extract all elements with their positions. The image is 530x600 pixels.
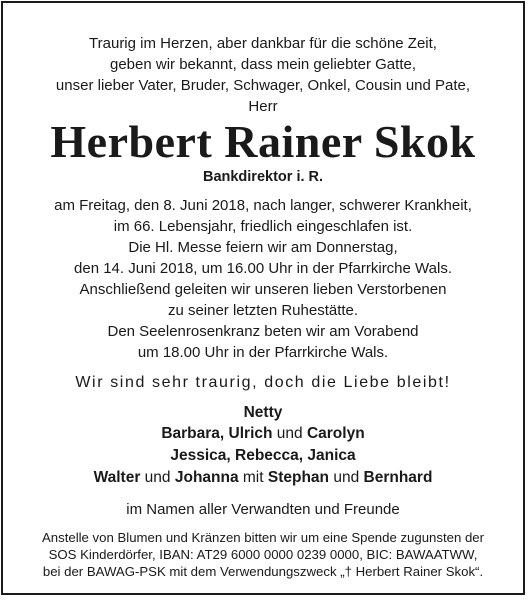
- service-line-3: Anschließend geleiten wir unseren lieben Verstorbenen: [79, 281, 447, 298]
- intro-line-3: unser lieber Vater, Bruder, Schwager, Onkel, Cousin und Pate,: [55, 77, 471, 94]
- family-name: Carolyn: [306, 425, 365, 442]
- family-name: Johanna: [174, 469, 239, 486]
- family-row-children: [3, 424, 523, 444]
- service-line-4: zu seiner letzten Ruhestätte.: [167, 302, 359, 319]
- family-name: Stephan: [267, 469, 330, 486]
- family-name: Barbara: [161, 425, 220, 442]
- service-line-2: den 14. Juni 2018, um 16.00 Uhr in der Pfarrkirche Wals.: [74, 260, 452, 277]
- conjunction: und: [140, 469, 175, 486]
- donation-line-1: Anstelle von Blumen und Kränzen bitten wir um eine Spende zugunsten der: [41, 530, 485, 545]
- intro-line-1: Traurig im Herzen, aber dankbar für die schöne Zeit,: [89, 35, 437, 52]
- family-name: Walter: [93, 469, 141, 486]
- intro-line-2: geben wir bekannt, dass mein geliebter Gatte,: [109, 56, 416, 73]
- obituary-content: [3, 3, 523, 593]
- donation-line-3: bei der BAWAG-PSK mit dem Verwendungszweck „† Herbert Rainer Skok“.: [42, 564, 484, 579]
- conjunction: und: [272, 425, 307, 442]
- family-name: Jessica: [170, 447, 227, 464]
- separator: ,: [219, 425, 229, 442]
- obituary-frame: [1, 1, 525, 595]
- separator: ,: [298, 447, 308, 464]
- service-line-6: um 18.00 Uhr in der Pfarrkirche Wals.: [137, 344, 389, 361]
- family-name: Rebecca: [235, 447, 299, 464]
- deceased-title: Bankdirektor i. R.: [202, 169, 324, 185]
- service-line-5: Den Seelenrosenkranz beten wir am Vorabend: [107, 323, 419, 340]
- death-line-2: im 66. Lebensjahr, friedlich eingeschlafen ist.: [113, 218, 413, 235]
- family-name: Netty: [243, 404, 283, 421]
- donation-line-2: SOS Kinderdörfer, IBAN: AT29 6000 0000 0239 0000, BIC: BAWAATWW,: [48, 547, 478, 562]
- conjunction: und: [329, 469, 364, 486]
- family-closing: im Namen aller Verwandten und Freunde: [126, 501, 400, 518]
- family-name: Janica: [307, 447, 356, 464]
- family-name: Ulrich: [228, 425, 273, 442]
- deceased-name: Herbert Rainer Skok: [50, 116, 476, 167]
- family-row-grandchildren: [3, 446, 523, 466]
- separator: ,: [226, 447, 235, 464]
- family-name: Bernhard: [363, 469, 433, 486]
- death-line-1: am Freitag, den 8. Juni 2018, nach langer, schwerer Krankheit,: [54, 197, 472, 214]
- salutation: Herr: [248, 98, 278, 115]
- family-row-siblings: [3, 468, 523, 488]
- family-spouse: [3, 403, 523, 423]
- motto: Wir sind sehr traurig, doch die Liebe bleibt!: [75, 374, 451, 391]
- service-line-1: Die Hl. Messe feiern wir am Donnerstag,: [128, 239, 398, 256]
- conjunction: mit: [238, 469, 268, 486]
